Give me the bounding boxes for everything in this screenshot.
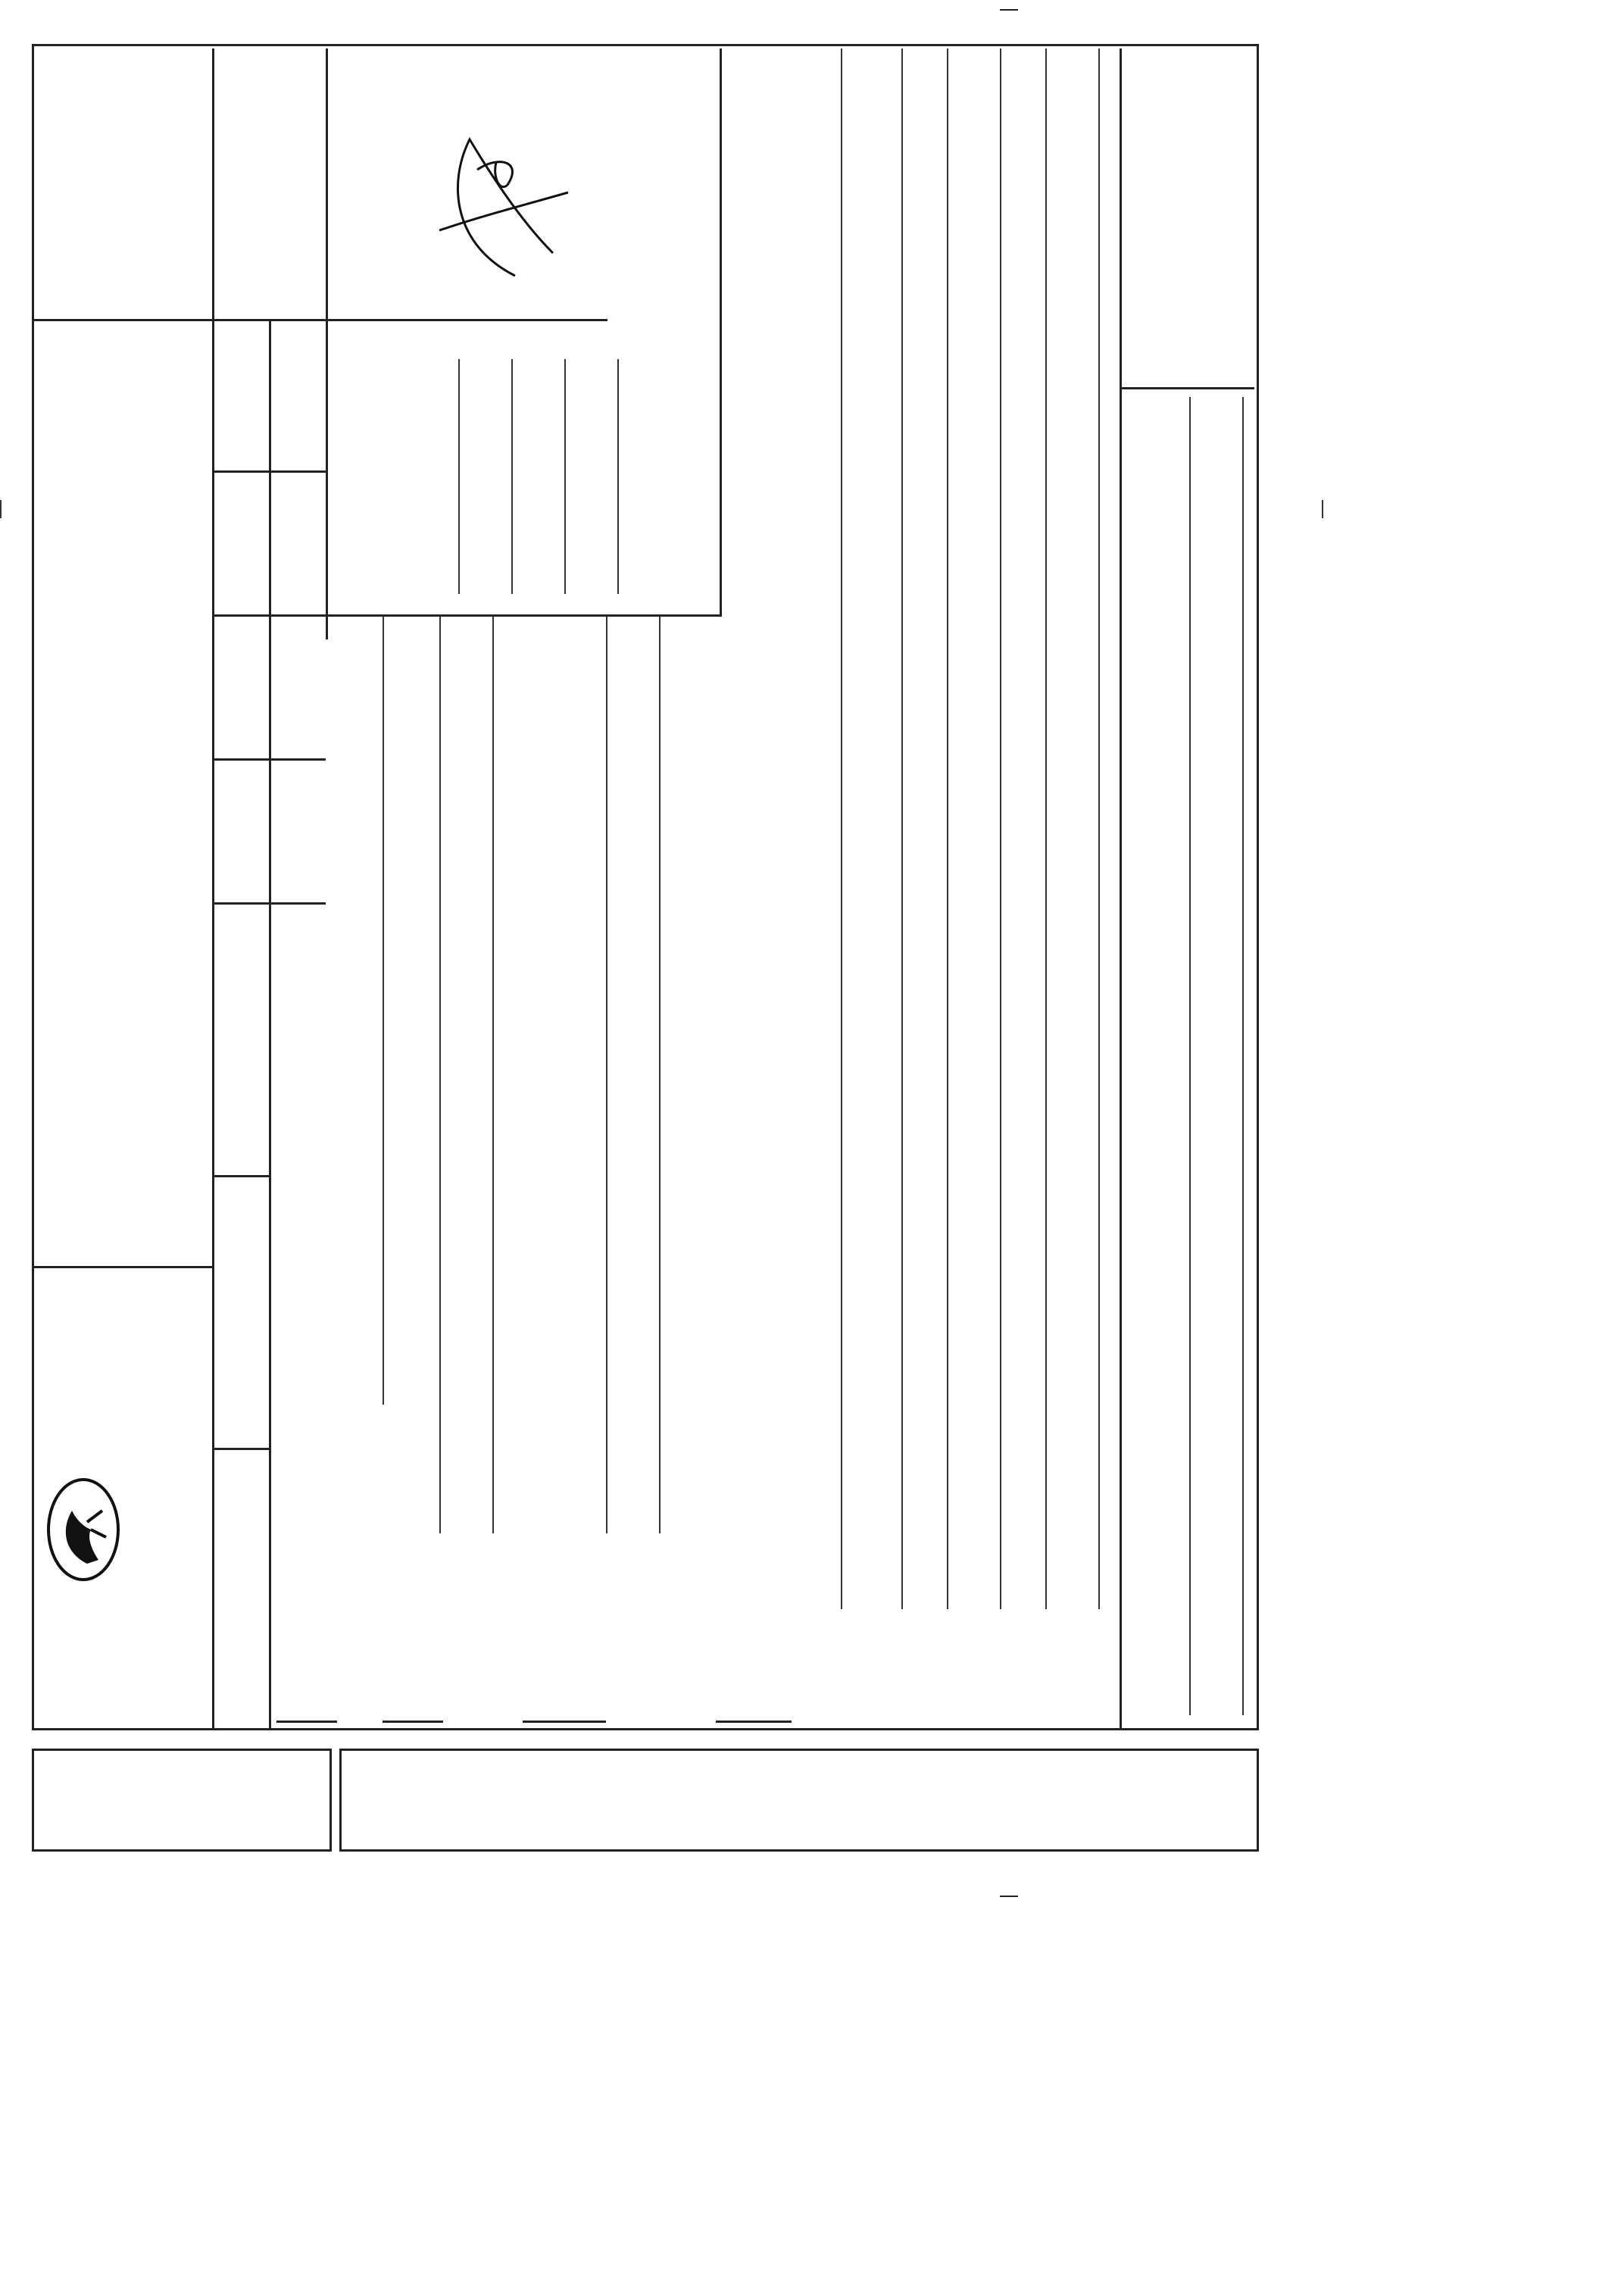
ctt-logo — [45, 1477, 121, 1583]
typing-note-box — [339, 1749, 1259, 1852]
transmission-signature — [424, 109, 576, 291]
form-frame — [32, 44, 1259, 1730]
ctt-note-box — [32, 1749, 332, 1852]
